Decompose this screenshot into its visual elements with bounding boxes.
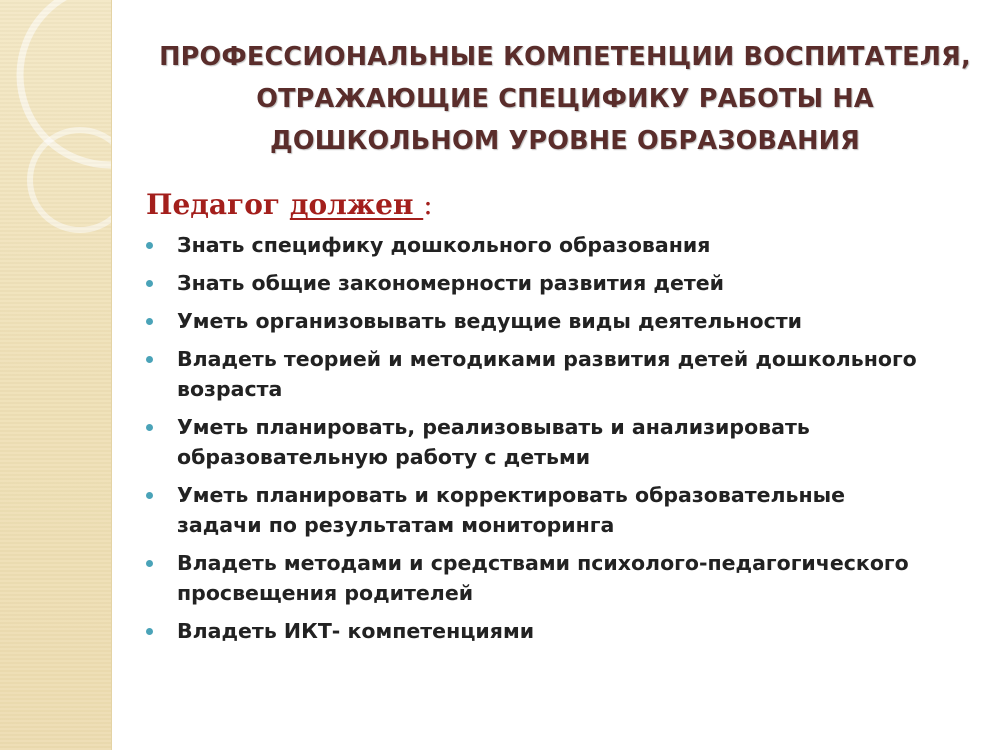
slide-title: [150, 36, 980, 162]
bullet-dot-icon: [146, 560, 153, 567]
title-line-2: ОТРАЖАЮЩИЕ СПЕЦИФИКУ РАБОТЫ НА: [256, 84, 874, 114]
intro-lead: Педагог: [146, 188, 290, 221]
list-item-text: Знать специфику дошкольного образования: [177, 233, 711, 257]
intro-emphasis: должен: [289, 188, 424, 221]
list-item-text: Владеть теорией и методиками развития детей дошкольного возраста: [177, 347, 917, 401]
title-line-1: ПРОФЕССИОНАЛЬНЫЕ КОМПЕТЕНЦИИ ВОСПИТАТЕЛЯ,: [159, 42, 971, 72]
title-line-3: ДОШКОЛЬНОМ УРОВНЕ ОБРАЗОВАНИЯ: [269, 126, 861, 156]
bullet-dot-icon: [146, 242, 153, 249]
list-item: [146, 268, 966, 298]
list-item-text: Уметь планировать, реализовывать и анализировать образовательную работу с детьми: [177, 415, 810, 469]
small-ring: [30, 130, 111, 230]
list-item: [146, 230, 966, 260]
list-item: [146, 548, 966, 608]
intro-heading: [146, 188, 433, 221]
bullet-dot-icon: [146, 280, 153, 287]
bullet-dot-icon: [146, 356, 153, 363]
list-item: [146, 344, 966, 404]
decorative-side-band: [0, 0, 112, 750]
list-item: [146, 306, 966, 336]
decorative-rings: [0, 0, 111, 750]
list-item: [146, 616, 966, 646]
list-item: [146, 480, 966, 540]
large-ring: [20, 0, 111, 165]
bullet-dot-icon: [146, 492, 153, 499]
list-item-text: Владеть методами и средствами психолого-педагогического просвещения родителей: [177, 551, 909, 605]
list-item-text: Уметь планировать и корректировать образовательные задачи по результатам мониторинга: [177, 483, 846, 537]
list-item-text: Владеть ИКТ- компетенциями: [177, 619, 535, 643]
bullet-dot-icon: [146, 628, 153, 635]
intro-colon: :: [423, 188, 433, 221]
bullet-dot-icon: [146, 424, 153, 431]
competency-list: [146, 230, 966, 654]
bullet-dot-icon: [146, 318, 153, 325]
list-item-text: Знать общие закономерности развития детей: [177, 271, 725, 295]
list-item: [146, 412, 966, 472]
list-item-text: Уметь организовывать ведущие виды деятельности: [177, 309, 803, 333]
